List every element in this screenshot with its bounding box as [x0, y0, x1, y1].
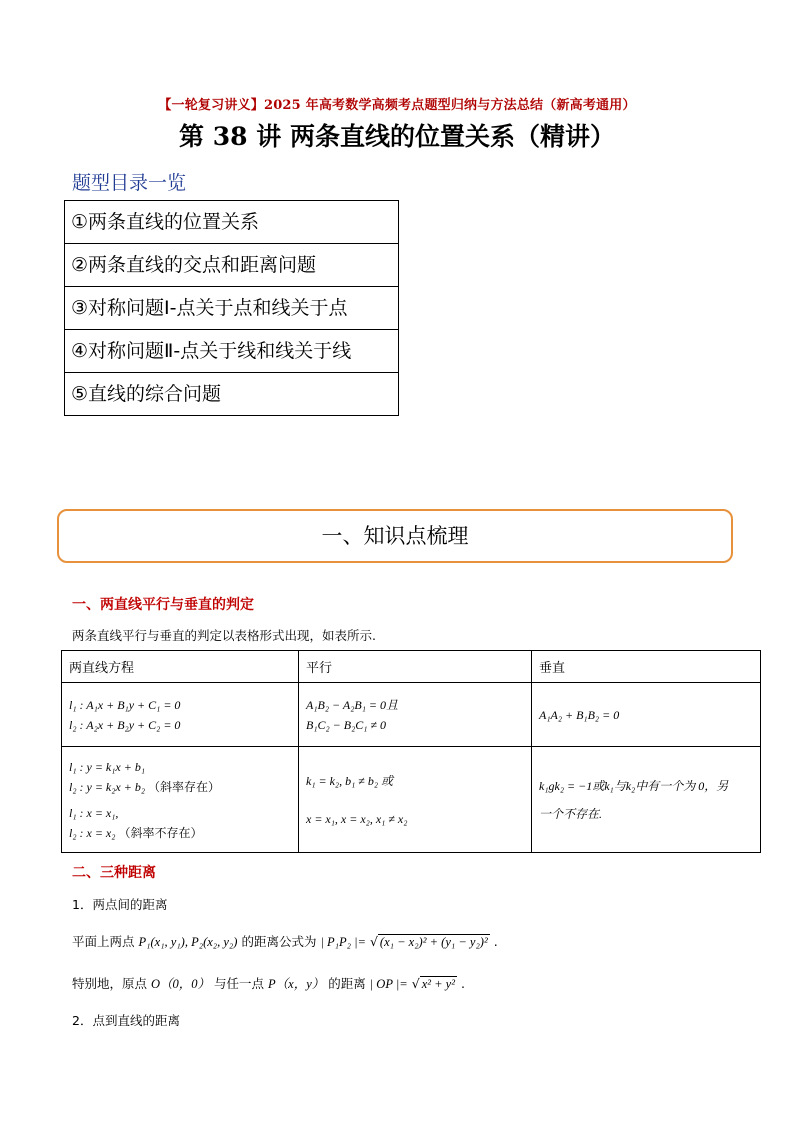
toc-table — [64, 200, 399, 416]
formula-line: x = x₁, x = x₂, x₁ ≠ x₂ — [306, 811, 408, 826]
formula-line: l₂ : y = k₂x + b₂ — [69, 779, 146, 794]
math-span: P₁(x₁, y₁), P₂(x₂, y₂) — [138, 935, 238, 949]
intro-text: 两条直线平行与垂直的判定以表格形式出现，如表所示. — [72, 628, 376, 643]
text-span: . — [493, 934, 498, 949]
text-span: 与任一点 — [214, 976, 265, 991]
text-span: . — [460, 976, 465, 991]
table-cell-parallel-general — [299, 683, 532, 747]
text-span: 特别地，原点 — [72, 976, 148, 991]
formula-line: l₁ : x = x₁, — [69, 805, 119, 820]
header-cell-equation: 两直线方程 — [62, 651, 299, 683]
relation-table — [61, 650, 761, 853]
subheading-two-point-distance: 1．两点间的距离 — [72, 897, 168, 912]
sqrt-symbol: √ — [369, 934, 378, 949]
note-slope-not-exists: （斜率不存在） — [118, 825, 203, 840]
formula-line: k₁ = k₂, b₁ ≠ b₂ 或 — [306, 773, 394, 788]
section-banner-label: 一、知识点梳理 — [321, 524, 469, 548]
section-heading-parallel-perpendicular: 一、两直线平行与垂直的判定 — [72, 597, 254, 613]
toc-item: ③对称问题Ⅰ-点关于点和线关于点 — [65, 287, 399, 330]
toc-item: ④对称问题Ⅱ-点关于线和线关于线 — [65, 330, 399, 373]
math-span: | OP |= — [369, 977, 408, 991]
formula-line: l₂ : x = x₂ — [69, 825, 116, 840]
toc-item: ①两条直线的位置关系 — [65, 201, 399, 244]
section-heading-three-distances: 二、三种距离 — [72, 865, 156, 881]
page-title: 第 38 讲 两条直线的位置关系（精讲） — [179, 122, 615, 151]
document-subtitle: 【一轮复习讲义】2025 年高考数学高频考点题型归纳与方法总结（新高考通用） — [158, 98, 636, 113]
formula-line: l₁ : A₁x + B₁y + C₁ = 0 — [69, 697, 181, 712]
header-cell-parallel: 平行 — [299, 651, 532, 683]
formula-line: l₁ : y = k₁x + b₁ — [69, 759, 146, 774]
table-cell-parallel-slope — [299, 747, 532, 853]
math-span: | P₁P₂ |= — [320, 935, 366, 949]
subheading-point-line-distance: 2．点到直线的距离 — [72, 1013, 180, 1028]
formula-line: A₁B₂ − A₂B₁ = 0且 — [306, 697, 398, 712]
text-span: 的距离公式为 — [241, 934, 317, 949]
table-cell-perpendicular-slope — [532, 747, 761, 853]
table-cell-perpendicular-general — [532, 683, 761, 747]
toc-item: ②两条直线的交点和距离问题 — [65, 244, 399, 287]
radicand: (x₁ − x₂)² + (y₁ − y₂)² — [379, 935, 488, 949]
math-span: P（x，y） — [268, 977, 325, 991]
radicand: x² + y² — [421, 977, 455, 991]
table-cell-general-form — [62, 683, 299, 747]
text-span: 平面上两点 — [72, 934, 135, 949]
two-point-formula-line — [72, 932, 498, 950]
sqrt-symbol: √ — [411, 976, 420, 991]
header-cell-perpendicular: 垂直 — [532, 651, 761, 683]
toc-heading: 题型目录一览 — [72, 172, 187, 194]
toc-item: ⑤直线的综合问题 — [65, 373, 399, 416]
math-span: O（0，0） — [151, 977, 211, 991]
note-slope-exists: （斜率存在） — [148, 779, 221, 794]
formula-line: B₁C₂ − B₂C₁ ≠ 0 — [306, 717, 387, 732]
formula-line: A₁A₂ + B₁B₂ = 0 — [539, 707, 620, 722]
section-banner — [57, 509, 733, 563]
formula-line: l₂ : A₂x + B₂y + C₂ = 0 — [69, 717, 181, 732]
table-cell-slope-form — [62, 747, 299, 853]
origin-distance-line — [72, 974, 465, 992]
text-span: 的距离 — [328, 976, 366, 991]
formula-line: 一个不存在. — [539, 806, 603, 821]
formula-line: k₁gk₂ = −1或k₁与k₂中有一个为 0，另 — [539, 778, 729, 793]
